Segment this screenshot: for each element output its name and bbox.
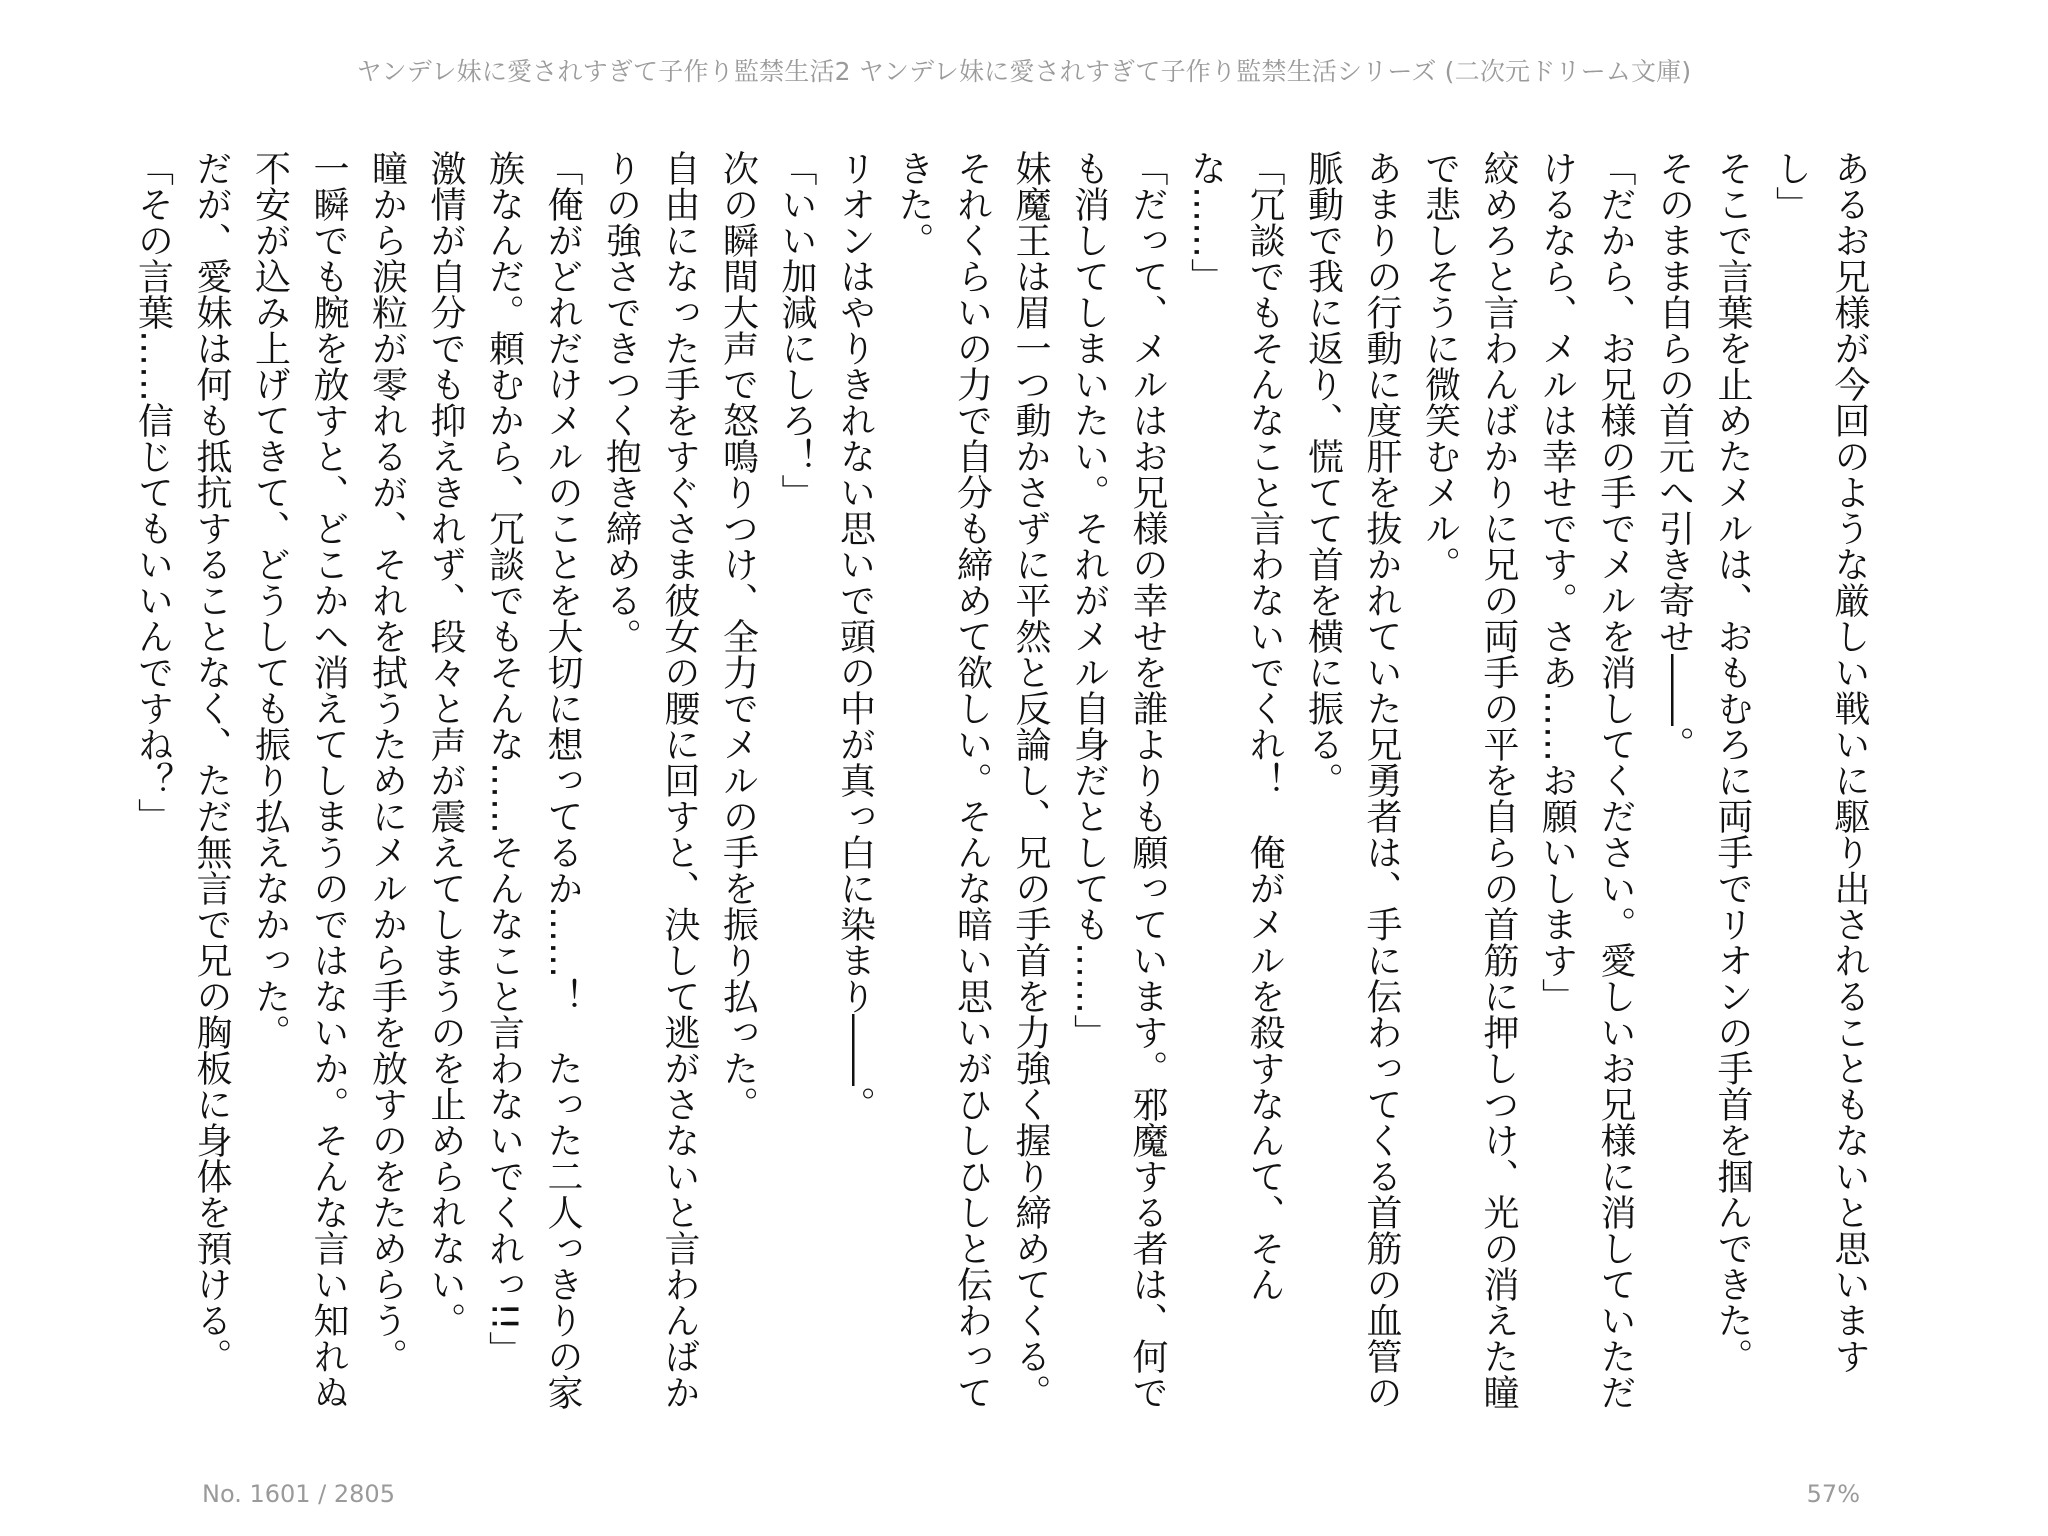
paragraph: 「だって、メルはお兄様の幸せを誰よりも願っています。邪魔する者は、何でも消してしまいたい。それがメル自身だとしても……」 <box>1068 150 1168 1410</box>
paragraph: そのまま自らの首元へ引き寄せ――。 <box>1653 150 1695 762</box>
paragraph: 「いい加減にしろ！」 <box>776 150 817 510</box>
reading-progress-percent: 57% <box>1806 1480 1860 1508</box>
book-title: ヤンデレ妹に愛されすぎて子作り監禁生活2 ヤンデレ妹に愛されすぎて子作り監禁生活シリーズ (二次元ドリーム文庫) <box>356 57 1692 86</box>
text-area[interactable] <box>132 150 1878 1410</box>
paragraph: 妹魔王は眉一つ動かさずに平然と反論し、兄の手首を力強く握り締めてくる。 <box>1010 150 1051 1410</box>
paragraph: 「俺がどれだけメルのことを大切に想ってるか……！ たった二人っきりの家族なんだ。頼むから、冗談でもそんな……そんなこと言わないでくれっ!!」 <box>483 150 583 1410</box>
paragraph: 「冗談でもそんなこと言わないでくれ！ 俺がメルを殺すなんて、そんな……」 <box>1185 150 1285 1302</box>
paragraph: 自由になった手をすぐさま彼女の腰に回すと、決して逃がさないと言わんばかりの強さできつく抱き締める。 <box>600 150 700 1410</box>
paragraph: 次の瞬間大声で怒鳴りつけ、全力でメルの手を振り払った。 <box>717 150 759 1122</box>
paragraph: それくらいの力で自分も締めて欲しい。そんな暗い思いがひしひしと伝わってきた。 <box>893 150 993 1410</box>
paragraph: そこで言葉を止めたメルは、おもむろに両手でリオンの手首を掴んできた。 <box>1712 150 1753 1374</box>
paragraph: 「その言葉……信じてもいいんですね？」 <box>132 150 174 834</box>
page-location-indicator: No. 1601 / 2805 <box>202 1480 395 1508</box>
paragraph: 絞めろと言わんばかりに兄の両手の平を自らの首筋に押しつけ、光の消えた瞳で悲しそうに微笑むメル。 <box>1419 150 1519 1410</box>
paragraph: リオンはやりきれない思いで頭の中が真っ白に染まり――。 <box>834 150 876 1122</box>
paragraph: あるお兄様が今回のような厳しい戦いに駆り出されることもないと思いますし」 <box>1770 150 1870 1374</box>
paragraph: あまりの行動に度肝を抜かれていた兄勇者は、手に伝わってくる首筋の血管の脈動で我に返り、慌てて首を横に振る。 <box>1302 150 1402 1410</box>
paragraph: 一瞬でも腕を放すと、どこかへ消えてしまうのではないか。そんな言い知れぬ不安が込み上げてきて、どうしても振り払えなかった。 <box>249 150 349 1410</box>
paragraph: だが、愛妹は何も抵抗することなく、ただ無言で兄の胸板に身体を預ける。 <box>191 150 232 1374</box>
paragraph: 「だから、お兄様の手でメルを消してください。愛しいお兄様に消していただけるなら、メルは幸せです。さあ……お願いします」 <box>1536 150 1636 1410</box>
paragraph: 激情が自分でも抑えきれず、段々と声が震えてしまうのを止められない。 <box>425 150 466 1338</box>
paragraph: 瞳から涙粒が零れるが、それを拭うためにメルから手を放すのをためらう。 <box>366 150 408 1374</box>
vertical-text-body <box>123 150 1878 1410</box>
